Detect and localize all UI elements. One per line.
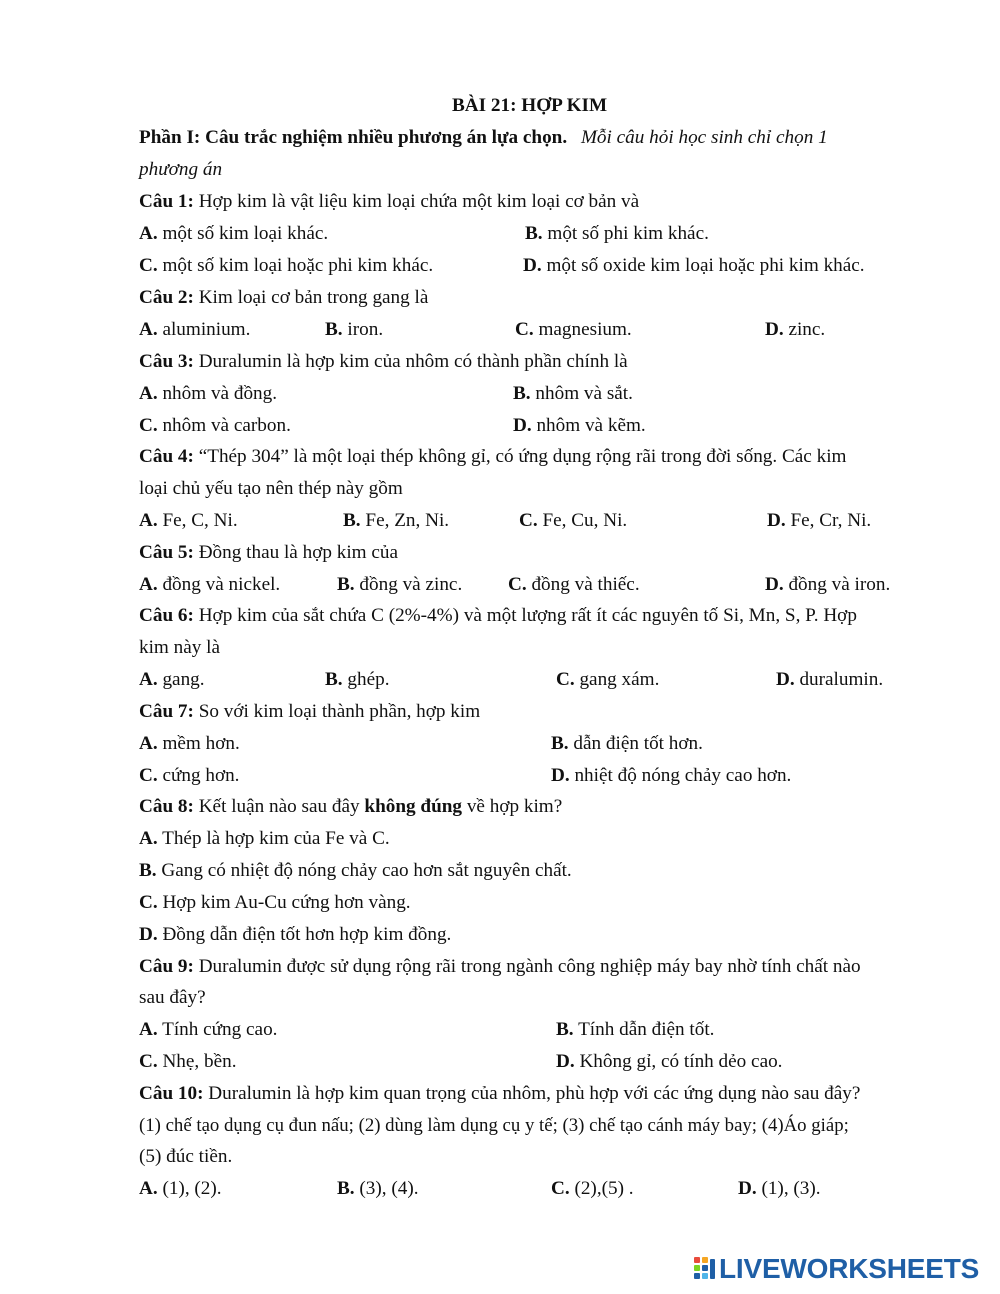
q10-option-d[interactable]: D. (1), (3). — [738, 1178, 821, 1199]
question-text: So với kim loại thành phần, hợp kim — [198, 701, 481, 722]
question-label: Câu 6: — [139, 605, 194, 626]
question-3 — [139, 350, 628, 374]
question-text: Kết luận nào sau đây — [198, 796, 360, 817]
question-label: Câu 1: — [139, 191, 194, 212]
question-10 — [139, 1082, 860, 1106]
liveworksheets-brand[interactable] — [693, 1253, 979, 1285]
question-2 — [139, 286, 428, 310]
brand-text: LIVEWORKSHEETS — [719, 1253, 980, 1284]
q5-option-d[interactable]: D. đồng và iron. — [765, 574, 891, 595]
q2-option-d[interactable]: D. zinc. — [765, 319, 826, 340]
question-4-cont: loại chủ yếu tạo nên thép này gồm — [139, 478, 403, 499]
q9-option-c[interactable]: C. Nhẹ, bền. — [139, 1051, 237, 1072]
question-text: Hợp kim của sắt chứa C (2%-4%) và một lượng rất ít các nguyên tố Si, Mn, S, P. Hợp — [198, 605, 857, 626]
question-9 — [139, 955, 861, 979]
q7-option-b[interactable]: B. dẫn điện tốt hơn. — [551, 733, 703, 754]
q5-option-a[interactable]: A. đồng và nickel. — [139, 574, 281, 595]
q4-option-a[interactable]: A. Fe, C, Ni. — [139, 510, 238, 531]
question-8 — [139, 795, 562, 819]
q7-option-a[interactable]: A. mềm hơn. — [139, 733, 240, 754]
q6-option-a[interactable]: A. gang. — [139, 669, 205, 690]
q8-option-d[interactable]: D. Đồng dẫn điện tốt hơn hợp kim đồng. — [139, 924, 452, 945]
question-text: Duralumin được sử dụng rộng rãi trong ngành công nghiệp máy bay nhờ tính chất nào — [198, 956, 861, 977]
question-label: Câu 7: — [139, 701, 194, 722]
q4-option-c[interactable]: C. Fe, Cu, Ni. — [519, 510, 628, 531]
q10-option-a[interactable]: A. (1), (2). — [139, 1178, 222, 1199]
question-text: Kim loại cơ bản trong gang là — [198, 287, 429, 308]
q3-option-a[interactable]: A. nhôm và đồng. — [139, 383, 278, 404]
q2-option-a[interactable]: A. aluminium. — [139, 319, 251, 340]
question-emphasis: không đúng — [364, 796, 463, 817]
question-10-cont: (1) chế tạo dụng cụ đun nấu; (2) dùng làm dụng cụ y tế; (3) chế tạo cánh máy bay; (4)Áo giáp; — [139, 1115, 849, 1136]
q6-option-d[interactable]: D. duralumin. — [776, 669, 884, 690]
q2-option-b[interactable]: B. iron. — [325, 319, 384, 340]
q4-option-b[interactable]: B. Fe, Zn, Ni. — [343, 510, 450, 531]
question-7 — [139, 700, 480, 724]
q1-option-c[interactable]: C. một số kim loại hoặc phi kim khác. — [139, 255, 434, 276]
question-5 — [139, 541, 398, 565]
page-title: BÀI 21: HỢP KIM — [452, 95, 608, 116]
question-label: Câu 8: — [139, 796, 194, 817]
question-10-cont2: (5) đúc tiền. — [139, 1146, 233, 1167]
q6-option-c[interactable]: C. gang xám. — [556, 669, 660, 690]
liveworksheets-logo-icon — [693, 1255, 717, 1283]
question-text-end: về hợp kim? — [466, 796, 563, 817]
q3-option-c[interactable]: C. nhôm và carbon. — [139, 415, 291, 436]
q6-option-b[interactable]: B. ghép. — [325, 669, 390, 690]
question-label: Câu 5: — [139, 542, 194, 563]
q9-option-b[interactable]: B. Tính dẫn điện tốt. — [556, 1019, 715, 1040]
question-label: Câu 3: — [139, 351, 194, 372]
question-1 — [139, 190, 639, 214]
question-text: “Thép 304” là một loại thép không gỉ, có ứng dụng rộng rãi trong đời sống. Các kim — [198, 446, 847, 467]
q1-option-b[interactable]: B. một số phi kim khác. — [525, 223, 709, 244]
q4-option-d[interactable]: D. Fe, Cr, Ni. — [767, 510, 872, 531]
question-label: Câu 2: — [139, 287, 194, 308]
q3-option-d[interactable]: D. nhôm và kẽm. — [513, 415, 646, 436]
question-label: Câu 4: — [139, 446, 194, 467]
question-6-cont: kim này là — [139, 637, 220, 658]
question-text: Đồng thau là hợp kim của — [198, 542, 399, 563]
q1-option-a[interactable]: A. một số kim loại khác. — [139, 223, 329, 244]
q10-option-b[interactable]: B. (3), (4). — [337, 1178, 419, 1199]
q9-option-d[interactable]: D. Không gỉ, có tính dẻo cao. — [556, 1051, 783, 1072]
question-9-cont: sau đây? — [139, 987, 206, 1008]
q8-option-a[interactable]: A. Thép là hợp kim của Fe và C. — [139, 828, 390, 849]
q8-option-c[interactable]: C. Hợp kim Au-Cu cứng hơn vàng. — [139, 892, 411, 913]
q5-option-b[interactable]: B. đồng và zinc. — [337, 574, 463, 595]
question-label: Câu 9: — [139, 956, 194, 977]
q7-option-d[interactable]: D. nhiệt độ nóng chảy cao hơn. — [551, 765, 792, 786]
question-text: Hợp kim là vật liệu kim loại chứa một kim loại cơ bản và — [198, 191, 640, 212]
part1-heading — [139, 126, 828, 150]
q8-option-b[interactable]: B. Gang có nhiệt độ nóng chảy cao hơn sắt nguyên chất. — [139, 860, 572, 881]
part1-note-cont: phương án — [139, 159, 223, 180]
q7-option-c[interactable]: C. cứng hơn. — [139, 765, 240, 786]
part1-note: Mỗi câu hỏi học sinh chỉ chọn 1 — [580, 127, 828, 148]
q1-option-d[interactable]: D. một số oxide kim loại hoặc phi kim khác. — [523, 255, 865, 276]
q5-option-c[interactable]: C. đồng và thiếc. — [508, 574, 640, 595]
q3-option-b[interactable]: B. nhôm và sắt. — [513, 383, 633, 404]
question-label: Câu 10: — [139, 1083, 204, 1104]
part1-label: Phần I: Câu trắc nghiệm nhiều phương án lựa chọn. — [139, 127, 568, 148]
question-6 — [139, 604, 857, 628]
question-text: Duralumin là hợp kim của nhôm có thành phần chính là — [198, 351, 628, 372]
q2-option-c[interactable]: C. magnesium. — [515, 319, 632, 340]
question-4 — [139, 445, 846, 469]
q9-option-a[interactable]: A. Tính cứng cao. — [139, 1019, 278, 1040]
question-text: Duralumin là hợp kim quan trọng của nhôm, phù hợp với các ứng dụng nào sau đây? — [208, 1083, 861, 1104]
q10-option-c[interactable]: C. (2),(5) . — [551, 1178, 634, 1199]
